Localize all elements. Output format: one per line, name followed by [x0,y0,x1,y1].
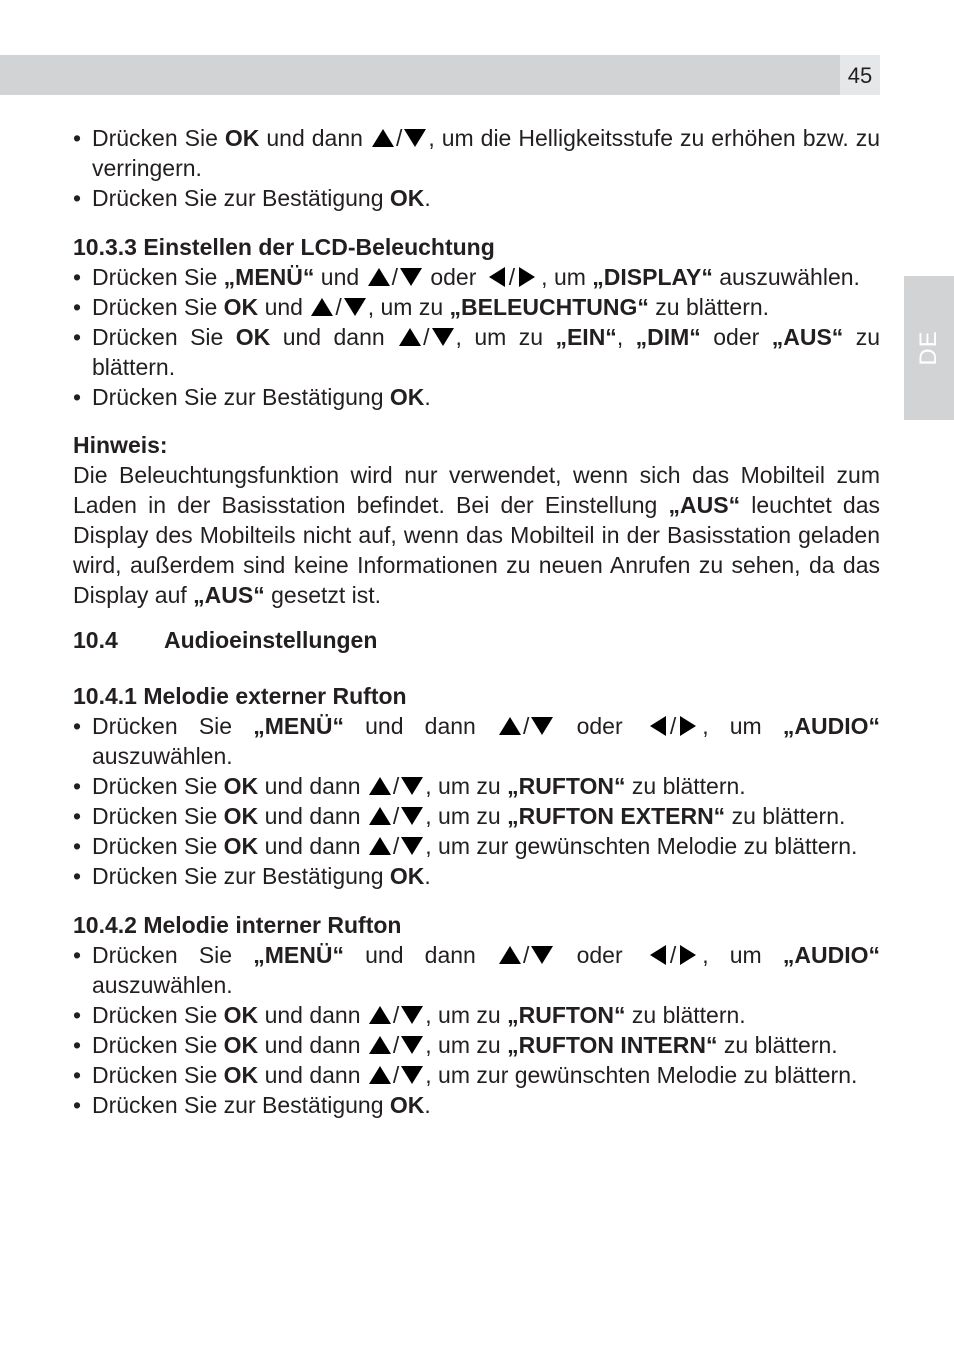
left-triangle-icon [644,715,670,737]
down-triangle-icon [529,944,555,966]
language-tab-label: DE [915,330,942,366]
up-triangle-icon [367,805,393,827]
down-triangle-icon [398,266,424,288]
note-paragraph: Die Beleuchtungsfunktion wird nur verwendet, wenn sich das Mobilteil zum Laden in der Basisstation befindet. Bei der Einstellung „AUS“ leuchtet das Display des Mobilteils nicht auf, wenn das Mobilteil in der Basisstation geladen wird, außerdem sind keine Informationen zu neuen Anrufen zu sehen, da das Display auf „AUS“ gesetzt ist. [73,462,881,608]
section-heading: 10.4.1 Melodie externer Rufton [73,683,407,709]
left-triangle-icon [483,266,509,288]
list-item: • Drücken Sie zur Bestätigung OK. [73,1090,880,1120]
up-triangle-icon [370,127,396,149]
list-item: • Drücken Sie OK und / , um zu „BELEUCHTUNG“ zu blättern. [73,292,880,322]
section-title: Audioeinstellungen [164,627,378,653]
down-triangle-icon [342,296,368,318]
right-triangle-icon [676,944,702,966]
up-triangle-icon [367,1064,393,1086]
list-item: • Drücken Sie OK und dann / , um zur gewünschten Melodie zu blättern. [73,1060,880,1090]
list-item: • Drücken Sie zur Bestätigung OK. [73,382,880,412]
list-item: • Drücken Sie OK und dann / , um die Helligkeitsstufe zu erhöhen bzw. zu verringern. [73,123,880,183]
list-item: • Drücken Sie OK und dann / , um zu „RUFTON INTERN“ zu blättern. [73,1030,880,1060]
up-triangle-icon [367,775,393,797]
list-item: • Drücken Sie OK und dann / , um zu „RUFTON“ zu blättern. [73,771,880,801]
note-heading: Hinweis: [73,432,168,458]
left-triangle-icon [644,944,670,966]
right-triangle-icon [676,715,702,737]
page-content [73,123,880,1120]
down-triangle-icon [399,1004,425,1026]
page-number: 45 [840,55,880,95]
section-heading: 10.4.2 Melodie interner Rufton [73,912,402,938]
section-number: 10.4 [73,627,118,653]
up-triangle-icon [309,296,335,318]
down-triangle-icon [399,1034,425,1056]
down-triangle-icon [399,775,425,797]
header-bar [0,55,840,95]
list-item: • Drücken Sie zur Bestätigung OK. [73,861,880,891]
up-triangle-icon [497,944,523,966]
up-triangle-icon [397,326,423,348]
right-triangle-icon [515,266,541,288]
list-item: • Drücken Sie OK und dann / , um zu „RUFTON EXTERN“ zu blättern. [73,801,880,831]
list-item: • Drücken Sie OK und dann / , um zu „EIN“, „DIM“ oder „AUS“ zu blättern. [73,322,880,382]
down-triangle-icon [529,715,555,737]
up-triangle-icon [497,715,523,737]
down-triangle-icon [399,1064,425,1086]
list-item: • Drücken Sie OK und dann / , um zur gewünschten Melodie zu blättern. [73,831,880,861]
up-triangle-icon [367,835,393,857]
list-item: • Drücken Sie zur Bestätigung OK. [73,183,880,213]
down-triangle-icon [399,805,425,827]
list-item: • Drücken Sie „MENÜ“ und / oder / , um „DISPLAY“ auszuwählen. [73,262,880,292]
up-triangle-icon [367,1004,393,1026]
up-triangle-icon [367,1034,393,1056]
down-triangle-icon [399,835,425,857]
down-triangle-icon [430,326,456,348]
section-heading: 10.3.3 Einstellen der LCD-Beleuchtung [73,234,495,260]
list-item: • Drücken Sie „MENÜ“ und dann / oder / , um „AUDIO“ auszuwählen. [73,711,880,771]
section-heading [73,625,880,655]
language-tab [904,276,954,420]
list-item: • Drücken Sie „MENÜ“ und dann / oder / , um „AUDIO“ auszuwählen. [73,940,880,1000]
down-triangle-icon [402,127,428,149]
list-item: • Drücken Sie OK und dann / , um zu „RUFTON“ zu blättern. [73,1000,880,1030]
up-triangle-icon [366,266,392,288]
